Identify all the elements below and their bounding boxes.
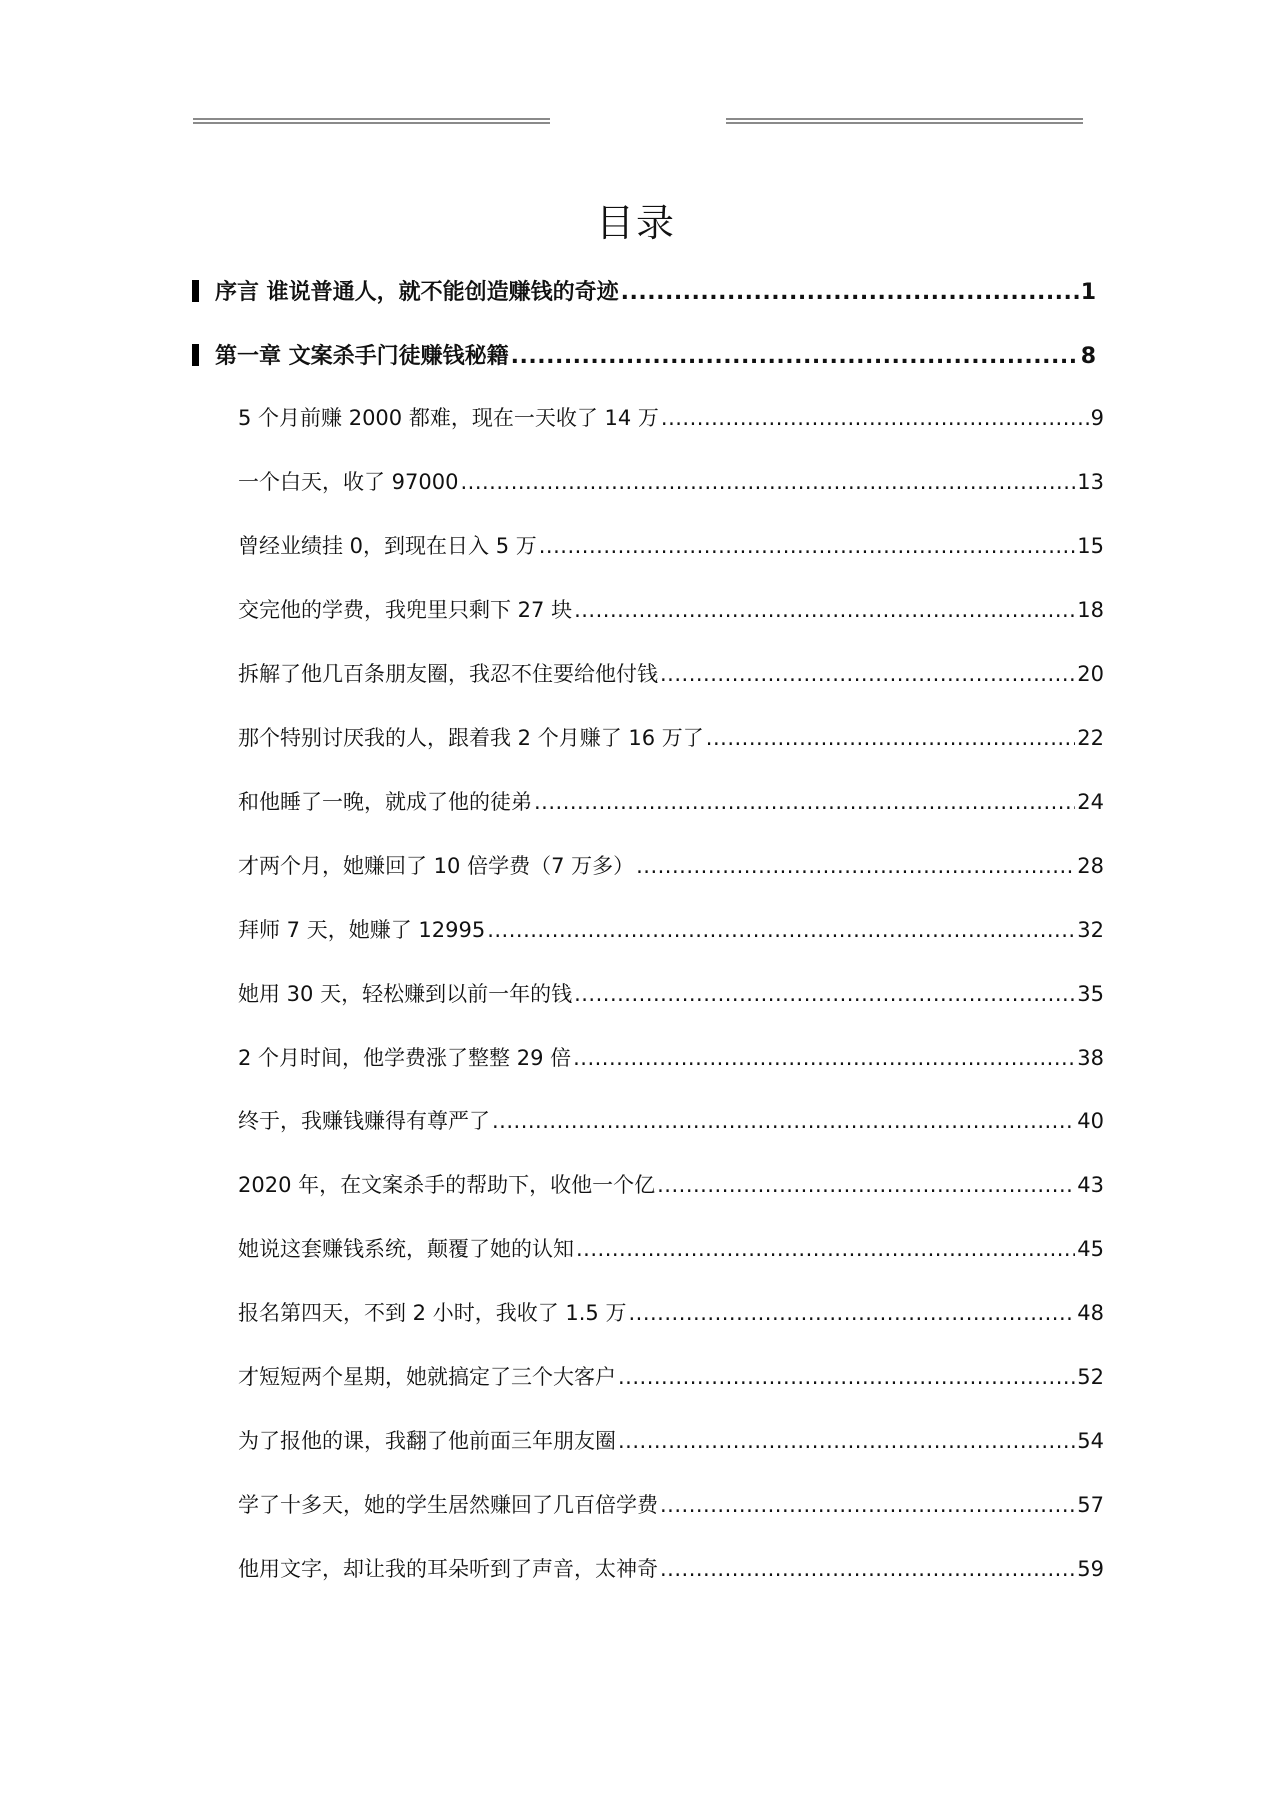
toc-section-entry[interactable] <box>238 1361 1104 1391</box>
toc-dot-leader <box>661 406 1089 430</box>
toc-entry-title: 学了十多天，她的学生居然赚回了几百倍学费 <box>238 1493 658 1518</box>
toc-section-entry[interactable] <box>238 978 1104 1008</box>
toc-entry-title: 和他睡了一晚，就成了他的徒弟 <box>238 789 532 814</box>
toc-section-entry[interactable] <box>238 914 1104 944</box>
toc-section-entry[interactable] <box>238 850 1104 880</box>
toc-dot-leader <box>628 1301 1075 1325</box>
toc-dot-leader <box>539 534 1076 558</box>
toc-entry-title: 拜师 7 天，她赚了 12995 <box>238 917 486 942</box>
toc-page-number: 8 <box>1080 344 1096 369</box>
toc-page-number: 59 <box>1077 1557 1104 1582</box>
toc-dot-leader <box>706 726 1075 750</box>
toc-dot-leader <box>573 1046 1075 1070</box>
toc-dot-leader <box>657 1173 1075 1197</box>
toc-dot-leader <box>574 598 1075 622</box>
toc-entry-title: 报名第四天，不到 2 小时，我收了 1.5 万 <box>238 1301 627 1326</box>
toc-section-entry[interactable] <box>238 1105 1104 1135</box>
toc-dot-leader <box>621 280 1079 305</box>
toc-section-entry[interactable] <box>238 1233 1104 1263</box>
toc-section-entry[interactable] <box>238 402 1104 432</box>
toc-chapter-entry[interactable] <box>192 339 1096 370</box>
toc-page-number: 20 <box>1077 661 1104 686</box>
toc-entry-title: 序言 谁说普通人，就不能创造赚钱的奇迹 <box>215 280 619 305</box>
toc-dot-leader <box>487 918 1075 942</box>
toc-entry-title: 那个特别讨厌我的人，跟着我 2 个月赚了 16 万了 <box>238 725 704 750</box>
toc-section-entry[interactable] <box>238 466 1104 496</box>
toc-entry-title: 终于，我赚钱赚得有尊严了 <box>238 1109 490 1134</box>
toc-entry-title: 为了报他的课，我翻了他前面三年朋友圈 <box>238 1429 616 1454</box>
toc-entry-title: 2020 年，在文案杀手的帮助下，收他一个亿 <box>238 1173 656 1198</box>
toc-chapter-entry[interactable] <box>192 275 1096 306</box>
toc-page-number: 1 <box>1080 280 1096 305</box>
toc-dot-leader <box>574 982 1075 1006</box>
toc-page-number: 24 <box>1077 789 1104 814</box>
toc-dot-leader <box>618 1429 1075 1453</box>
toc-page-number: 52 <box>1077 1365 1104 1390</box>
toc-entry-title: 曾经业绩挂 0，到现在日入 5 万 <box>238 533 537 558</box>
toc-section-entry[interactable] <box>238 1553 1104 1583</box>
toc-dot-leader <box>660 1557 1075 1581</box>
header-rule-right <box>726 118 1083 124</box>
toc-page-number: 38 <box>1077 1045 1104 1070</box>
toc-entry-title: 一个白天，收了 97000 <box>238 469 459 494</box>
toc-page-number: 28 <box>1077 853 1104 878</box>
toc-page-number: 40 <box>1077 1109 1104 1134</box>
toc-dot-leader <box>511 344 1079 369</box>
toc-dot-leader <box>636 854 1075 878</box>
toc-entry-title: 才两个月，她赚回了 10 倍学费（7 万多） <box>238 853 635 878</box>
toc-dot-leader <box>576 1237 1075 1261</box>
toc-page-number: 13 <box>1077 469 1104 494</box>
header-rule-left <box>193 118 550 124</box>
toc-section-entry[interactable] <box>238 1042 1104 1072</box>
toc-entry-title: 交完他的学费，我兜里只剩下 27 块 <box>238 597 573 622</box>
toc-section-entry[interactable] <box>238 658 1104 688</box>
toc-dot-leader <box>618 1365 1075 1389</box>
toc-entry-title: 拆解了他几百条朋友圈，我忍不住要给他付钱 <box>238 661 658 686</box>
toc-entry-title: 他用文字，却让我的耳朵听到了声音，太神奇 <box>238 1557 658 1582</box>
toc-section-entry[interactable] <box>238 1489 1104 1519</box>
toc-section-entry[interactable] <box>238 594 1104 624</box>
toc-entry-title: 第一章 文案杀手门徒赚钱秘籍 <box>215 344 509 369</box>
toc-section-entry[interactable] <box>238 786 1104 816</box>
toc-page-number: 48 <box>1077 1301 1104 1326</box>
toc-entry-title: 她用 30 天，轻松赚到以前一年的钱 <box>238 981 573 1006</box>
toc-dot-leader <box>660 1493 1075 1517</box>
toc-page-number: 22 <box>1077 725 1104 750</box>
toc-entry-title: 5 个月前赚 2000 都难，现在一天收了 14 万 <box>238 406 659 430</box>
toc-entry-title: 才短短两个星期，她就搞定了三个大客户 <box>238 1365 616 1390</box>
toc-page-number: 32 <box>1077 917 1104 942</box>
toc-dot-leader <box>660 662 1075 686</box>
toc-entry-title: 她说这套赚钱系统，颠覆了她的认知 <box>238 1237 574 1262</box>
toc-dot-leader <box>460 470 1075 494</box>
toc-page-number: 15 <box>1077 533 1104 558</box>
page-title: 目录 <box>595 201 676 245</box>
toc-page-number: 54 <box>1077 1429 1104 1454</box>
toc-page-number: 45 <box>1077 1237 1104 1262</box>
toc-section-entry[interactable] <box>238 1169 1104 1199</box>
toc-section-entry[interactable] <box>238 1297 1104 1327</box>
toc-dot-leader <box>534 790 1075 814</box>
toc-section-entry[interactable] <box>238 1425 1104 1455</box>
toc-page-number: 35 <box>1077 981 1104 1006</box>
toc-page-number: 57 <box>1077 1493 1104 1518</box>
toc-page-number: 18 <box>1077 597 1104 622</box>
toc-section-entry[interactable] <box>238 722 1104 752</box>
toc-page-number: 43 <box>1077 1173 1104 1198</box>
toc-dot-leader <box>492 1109 1075 1133</box>
chapter-marker-icon <box>192 344 199 366</box>
toc-page-number: 9 <box>1090 406 1104 430</box>
toc-entry-title: 2 个月时间，他学费涨了整整 29 倍 <box>238 1045 572 1070</box>
chapter-marker-icon <box>192 280 199 302</box>
toc-section-entry[interactable] <box>238 530 1104 560</box>
